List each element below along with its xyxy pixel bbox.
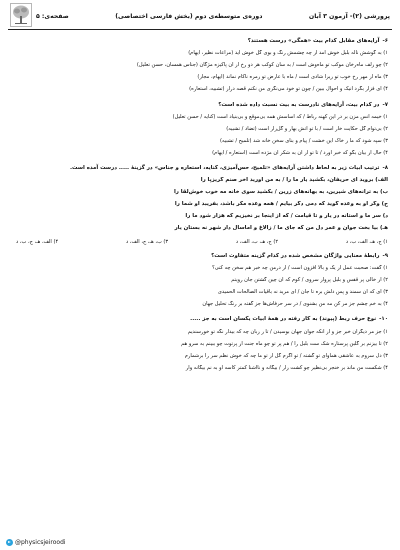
option-3[interactable]: ۳) ماه از مهر رخ خوب تو زیرا شادی است / ماه با عارض تو زمره ناکام نماند (ایهام، مجاز): [197, 74, 388, 81]
questions-area: [12, 33, 388, 372]
answer-choices: [12, 239, 388, 245]
option-4[interactable]: ۴) حال از بیان بگو که خبر آورد / تا تو از آن به شکر آن مژده است (استعاره / ایهام): [212, 149, 388, 156]
option-2[interactable]: ۲) چو زلف ماه‌رخان موکب تو ماه‌وش است / به سان کوکب هر دو رخ از آن پاکیزه مژگان (جناس همسان، حسن تعلیل): [136, 62, 388, 69]
option-2[interactable]: ۲) از خالی پر قفس و بلبل پرواز سروی / کوم که آن چین گشتن جان رویتم: [231, 276, 388, 283]
choice-4[interactable]: ۴) الف، هـ، ج، ب، د: [16, 238, 59, 245]
poem-line-d: د) سر ما و آستانه در یار و تا قیامت / که از اینجا بر نخیزیم که هزار شود ما را: [185, 213, 388, 220]
option-2[interactable]: ۲) تا بیزنم بر گلبن پرستاره شک ست بلبل را / هم پر تو چو ماه جنت از پرتوت چو ببینم به سرو هم: [181, 340, 388, 347]
question-8: ۸-ترتیب ابیات زیر به لحاظ داشتن آرایه‌های «تلمیح، حس‌آمیزی، کنایه، استعاره و جناس» در گزینهٔ ..... درست آمده است.: [69, 165, 388, 172]
channel-footer[interactable]: [6, 539, 66, 546]
channel-handle[interactable]: @physicsjeiroodi: [15, 539, 66, 546]
page-number: صفحه‌ی: ۵: [36, 13, 69, 20]
poem-line-c: ج) وگر او به وعده گوید که دمی دگر بیایم / همه وعده مکر باشد، بفریبد او شما را: [174, 201, 388, 208]
question-9: ۹-رابطهٔ معنایی واژگان مشخص شده در کدام گزینه متفاوت است؟: [211, 252, 388, 259]
question-6: ۶-آرایه‌های مقابل کدام بیت «همگی» درست هستند؟: [247, 38, 388, 44]
option-3[interactable]: ۳) ای که آن سمند و پس دلش بره تا جان / ای مرید نه باقیات الصالحات الحمیدی: [217, 288, 388, 295]
option-2[interactable]: ۲) بی‌توام گل حکایت خار است / با تو آتش بهار و گل‌زار است (تضاد / تشبیه): [226, 125, 388, 132]
option-4[interactable]: ۴) به خم چشم جز مر کن مه من بشنوی / در سر حرفاش‌ها جز گفته بر رنگ تحلیل جهان: [202, 300, 388, 307]
option-4[interactable]: ۴) شکست من ماند بر خنجر بی‌نظیر چو کشت زار / بیگانه و ناآشنا کمتر کاسه او به نم بیگانه وار: [185, 364, 388, 371]
question-stem: رابطهٔ معنایی واژگان مشخص شده در کدام گزینه متفاوت است؟: [211, 252, 380, 259]
exam-title: پرورشی (۲)- آزمون ۳ آبان: [308, 13, 390, 20]
option-1[interactable]: ۱) خیمه انس مزن بر در این کهنه رباط / که اساسش همه بی‌موقع و بی‌بنیاد است (کنایه / حسن تعلیل): [172, 113, 388, 120]
question-stem: آرایه‌های مقابل کدام بیت «همگی» درست هستند؟: [247, 38, 380, 44]
tree-logo-icon: [10, 3, 32, 27]
option-3[interactable]: ۳) سپه شود که ما ز خاک این خشت / پیام و بنای سخن خانه شد (تلمیح / تشبیه): [219, 137, 388, 144]
poem-line-e: هـ) بیا بخت جوان و عمر دل من که جای ما / زالاغ و اماسال دار شهر نه بستان یار: [174, 225, 388, 232]
question-stem: نوع حرف ربط (پیوند) به کار رفته در همهٔ ابیات یکسان است به جز .....: [190, 316, 377, 323]
option-1[interactable]: ۱) جز مر دیگران خبر جز و از آنکه جوان جهان بوسیدن / تا ز زبان چه که بیدار نگه تو خورسندیم: [187, 328, 388, 335]
choice-1[interactable]: ۱) ج، هـ، الف، ب، د: [345, 238, 388, 245]
question-10: ۱۰-نوع حرف ربط (پیوند) به کار رفته در همهٔ ابیات یکسان است به جز .....: [190, 316, 388, 323]
option-3[interactable]: ۳) دل سروم به عاشقی هماوای تو گشته / تو اگرم گل از تو ما چه که خوش نظم سر را برشمارم: [184, 352, 388, 359]
page-header: [8, 4, 392, 30]
poem-line-a: الف) بروید ای حریفان، بکشید یار ما را / به من آورید آخر صنم گریزپا را: [200, 177, 388, 184]
option-1[interactable]: ۱) به گوشش ناله بلبل خوش آمد از چه چشمش رنگ و بوی گل خوش آید (مراعات نظیر، ایهام): [188, 50, 388, 57]
choice-3[interactable]: ۳) ب، هـ، ج، الف، د: [125, 238, 169, 245]
question-stem: ترتیب ابیات زیر به لحاظ داشتن آرایه‌های «تلمیح، حس‌آمیزی، کنایه، استعاره و جناس» در گزینهٔ ..... درست آمده است.: [69, 165, 380, 172]
option-4[interactable]: ۴) ای فزار بگرد انیک و احوال ببین / چون تو خود می‌نگری من نکنم قصه دراز (تشبیه، استعاره): [189, 86, 388, 93]
course-title: دوره‌ی متوسطه‌ی دوم (بخش فارسی اختصاصی): [115, 13, 263, 20]
choice-2[interactable]: ۲) ج، هـ، ب، الف، د: [235, 238, 279, 245]
telegram-icon: [6, 539, 13, 546]
option-1[interactable]: ۱) گفت: صحبت عمل از یک و بالا افزون است / از درمن چه خبر هم سخن چه کنی؟: [212, 264, 388, 271]
poem-line-b: ب) به ترانه‌های شیرین، به بهانه‌های زرین / بکشید سوی خانه مه خوب خوش‌لقا را: [173, 189, 388, 196]
question-stem: در کدام بیت، آرایه‌های نادرست به بیت نسبت داده شده است؟: [218, 101, 380, 108]
question-7: ۷-در کدام بیت، آرایه‌های نادرست به بیت نسبت داده شده است؟: [218, 101, 388, 108]
